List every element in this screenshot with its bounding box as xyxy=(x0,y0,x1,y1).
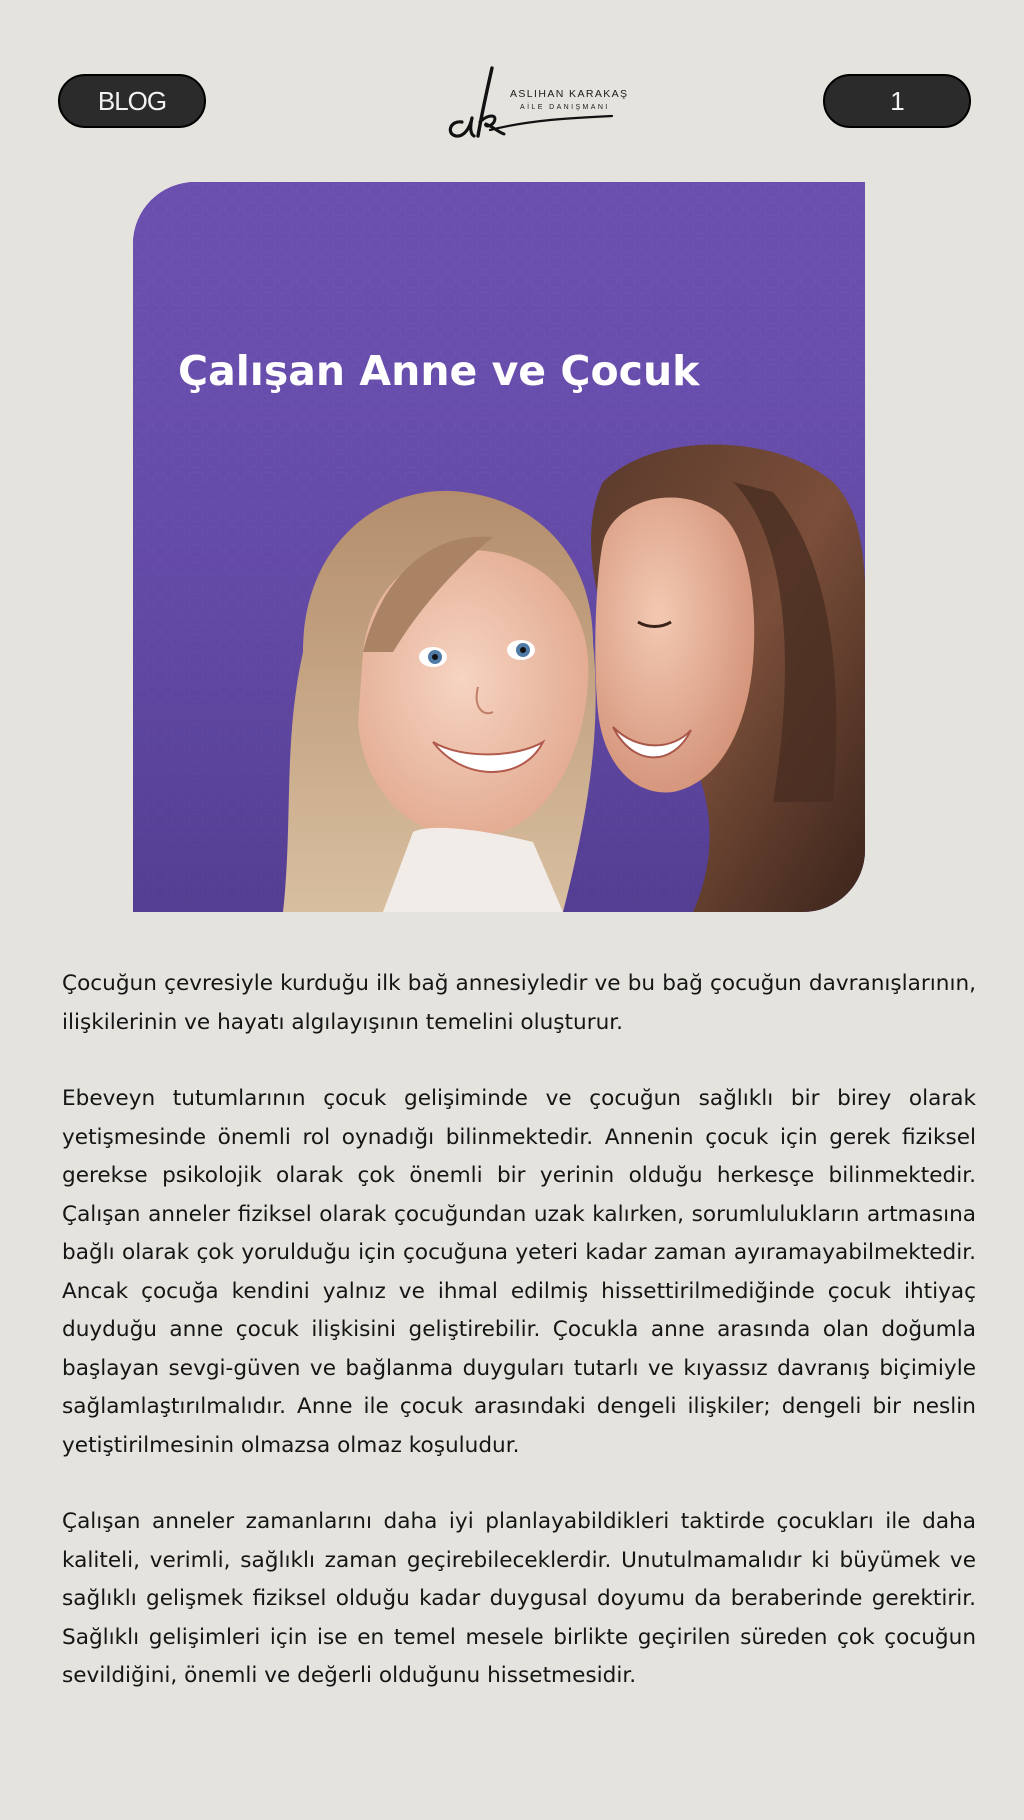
article-paragraph: Çocuğun çevresiyle kurduğu ilk bağ annesiyledir ve bu bağ çocuğun davranışlarının, ilişkilerinin ve hayatı algılayışının temelini oluşturur. xyxy=(62,971,976,1035)
mother-daughter-photo xyxy=(133,182,865,912)
page-number-pill xyxy=(823,74,971,128)
article-paragraph: Ebeveyn tutumlarının çocuk gelişiminde ve çocuğun sağlıklı bir birey olarak yetişmesinde önemli rol oynadığı bilinmektedir. Annenin çocuk için gerek fiziksel gerekse psikolojik olarak çok önemli bir yerinin olduğu herkesçe bilinmektedir. Çalışan anneler fiziksel olarak çocuğundan uzak kalırken, sorumlulukların artmasına bağlı olarak çok yorulduğu için çocuğuna yeteri kadar zaman ayıramayabilmektedir. Ancak çocuğa kendini yalnız ve ihmal edilmiş hissettirilmediğinde çocuk ihtiyaç duyduğu anne çocuk ilişkisini geliştirebilir. Çocukla anne arasında olan doğumla başlayan sevgi-güven ve bağlanma duyguları tutarlı ve kıyassız davranış biçimiyle sağlamlaştırılmalıdır. Anne ile çocuk arasındaki dengeli ilişkiler; dengeli bir neslin yetiştirilmesinin olmazsa olmaz koşuludur. xyxy=(62,1086,976,1458)
logo-subtitle: AİLE DANIŞMANI xyxy=(520,104,610,111)
blog-pill-label: BLOG xyxy=(97,85,167,116)
logo-name: ASLIHAN KARAKAŞ xyxy=(510,88,629,100)
page-number: 1 xyxy=(890,85,904,116)
hero-title: Çalışan Anne ve Çocuk xyxy=(178,347,700,395)
article-body xyxy=(62,965,976,1734)
article-paragraph: Çalışan anneler zamanlarını daha iyi planlayabildikleri taktirde çocukları ile daha kaliteli, verimli, sağlıklı zaman geçirebileceklerdir. Unutulmamalıdır ki büyümek ve sağlıklı gelişmek fiziksel olduğu kadar duygusal doyumu da beraberinde gerektirir. Sağlıklı gelişimleri için ise en temel mesele birlikte geçirilen süreden çok çocuğun sevildiğini, önemli ve değerli olduğunu hissetmesidir. xyxy=(62,1509,976,1688)
hero-banner xyxy=(133,182,865,912)
blog-pill xyxy=(58,74,206,128)
brand-logo xyxy=(440,60,640,150)
